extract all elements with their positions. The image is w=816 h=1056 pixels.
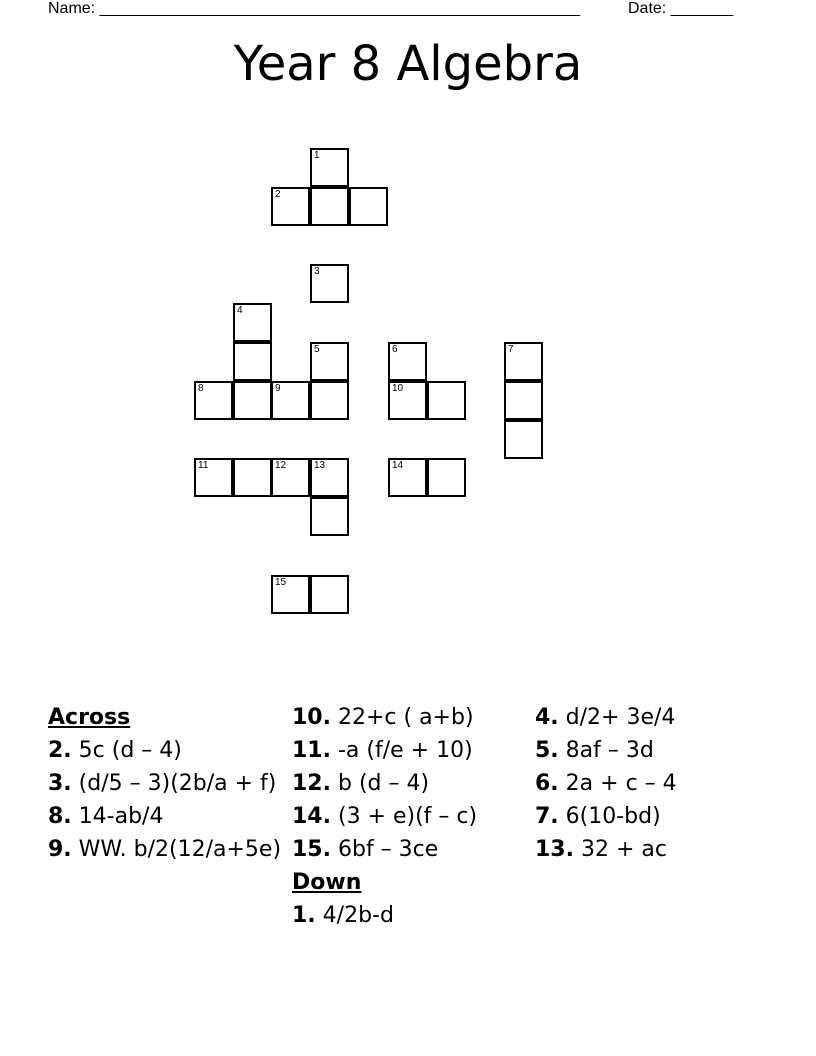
clue-number: 9. bbox=[48, 837, 72, 862]
down-heading: Down bbox=[292, 870, 362, 895]
grid-cell[interactable] bbox=[427, 458, 466, 497]
grid-cell[interactable] bbox=[271, 187, 310, 226]
name-field-label: Name: ______________________________________________________ bbox=[48, 0, 581, 17]
clue-number: 8. bbox=[48, 804, 72, 829]
grid-cell[interactable] bbox=[310, 342, 349, 381]
clue-item bbox=[292, 803, 532, 831]
cell-number: 13 bbox=[314, 460, 326, 471]
clue-number: 6. bbox=[535, 771, 559, 796]
clue-item bbox=[48, 836, 288, 864]
clue-item bbox=[535, 704, 775, 732]
grid-cell[interactable] bbox=[310, 264, 349, 303]
clue-number: 12. bbox=[292, 771, 331, 796]
clue-item bbox=[535, 737, 775, 765]
cell-number: 3 bbox=[314, 266, 320, 277]
grid-cell[interactable] bbox=[310, 187, 349, 226]
clue-column-3 bbox=[535, 704, 775, 869]
clue-item bbox=[292, 902, 532, 930]
clue-item bbox=[535, 770, 775, 798]
clue-number: 7. bbox=[535, 804, 559, 829]
grid-cell[interactable] bbox=[233, 381, 272, 420]
clue-item bbox=[292, 836, 532, 864]
clue-text: -a (f/e + 10) bbox=[337, 738, 473, 763]
clue-text: WW. b/2(12/a+5e) bbox=[78, 837, 282, 862]
clue-number: 15. bbox=[292, 837, 331, 862]
clue-text: d/2+ 3e/4 bbox=[565, 705, 676, 730]
across-heading: Across bbox=[48, 705, 131, 730]
clue-number: 3. bbox=[48, 771, 72, 796]
clue-text: 22+c ( a+b) bbox=[337, 705, 474, 730]
grid-cell[interactable] bbox=[310, 381, 349, 420]
clue-number: 5. bbox=[535, 738, 559, 763]
clue-column-1 bbox=[48, 704, 288, 869]
clue-text: (3 + e)(f – c) bbox=[337, 804, 478, 829]
clue-item bbox=[292, 770, 532, 798]
cell-number: 11 bbox=[198, 460, 209, 471]
grid-cell[interactable] bbox=[504, 420, 543, 459]
clue-number: 4. bbox=[535, 705, 559, 730]
grid-cell[interactable] bbox=[388, 342, 427, 381]
clue-item bbox=[535, 803, 775, 831]
clue-text: b (d – 4) bbox=[337, 771, 430, 796]
grid-cell[interactable] bbox=[310, 575, 349, 614]
clue-item bbox=[292, 704, 532, 732]
grid-cell[interactable] bbox=[427, 381, 466, 420]
grid-cell[interactable] bbox=[310, 458, 349, 497]
cell-number: 10 bbox=[392, 383, 404, 394]
clue-text: 32 + ac bbox=[580, 837, 667, 862]
cell-number: 15 bbox=[275, 577, 287, 588]
grid-cell[interactable] bbox=[504, 342, 543, 381]
grid-cell[interactable] bbox=[194, 381, 233, 420]
grid-cell[interactable] bbox=[310, 148, 349, 187]
grid-cell[interactable] bbox=[271, 381, 310, 420]
grid-cell[interactable] bbox=[504, 381, 543, 420]
clue-text: 2a + c – 4 bbox=[565, 771, 677, 796]
clue-text: 6(10-bd) bbox=[565, 804, 661, 829]
clue-column-2 bbox=[292, 704, 532, 935]
grid-cell[interactable] bbox=[271, 458, 310, 497]
clue-text: 8af – 3d bbox=[565, 738, 654, 763]
grid-cell[interactable] bbox=[233, 303, 272, 342]
clue-text: 6bf – 3ce bbox=[337, 837, 439, 862]
grid-cell[interactable] bbox=[271, 575, 310, 614]
clue-number: 11. bbox=[292, 738, 331, 763]
grid-cell[interactable] bbox=[388, 458, 427, 497]
grid-cell[interactable] bbox=[233, 458, 272, 497]
cell-number: 12 bbox=[275, 460, 287, 471]
cell-number: 8 bbox=[198, 383, 204, 394]
page-title: Year 8 Algebra bbox=[233, 36, 583, 92]
clue-item bbox=[48, 803, 288, 831]
grid-cell[interactable] bbox=[194, 458, 233, 497]
clue-text: 14-ab/4 bbox=[78, 804, 164, 829]
grid-cell[interactable] bbox=[233, 342, 272, 381]
clue-text: 4/2b-d bbox=[322, 903, 394, 928]
clue-item bbox=[48, 737, 288, 765]
cell-number: 5 bbox=[314, 344, 320, 355]
clue-item bbox=[292, 737, 532, 765]
cell-number: 9 bbox=[275, 383, 281, 394]
clue-text: 5c (d – 4) bbox=[78, 738, 182, 763]
grid-cell[interactable] bbox=[388, 381, 427, 420]
clue-number: 1. bbox=[292, 903, 316, 928]
clue-number: 2. bbox=[48, 738, 72, 763]
cell-number: 14 bbox=[392, 460, 404, 471]
clue-text: (d/5 – 3)(2b/a + f) bbox=[78, 771, 277, 796]
cell-number: 7 bbox=[508, 344, 514, 355]
cell-number: 2 bbox=[275, 189, 281, 200]
clue-number: 10. bbox=[292, 705, 331, 730]
grid-cell[interactable] bbox=[349, 187, 388, 226]
clue-number: 13. bbox=[535, 837, 574, 862]
clue-number: 14. bbox=[292, 804, 331, 829]
clue-item bbox=[48, 770, 288, 798]
grid-cell[interactable] bbox=[310, 497, 349, 536]
cell-number: 6 bbox=[392, 344, 398, 355]
clue-item bbox=[535, 836, 775, 864]
cell-number: 1 bbox=[314, 150, 320, 161]
cell-number: 4 bbox=[237, 305, 243, 316]
date-field-label: Date: _______ bbox=[628, 0, 733, 17]
